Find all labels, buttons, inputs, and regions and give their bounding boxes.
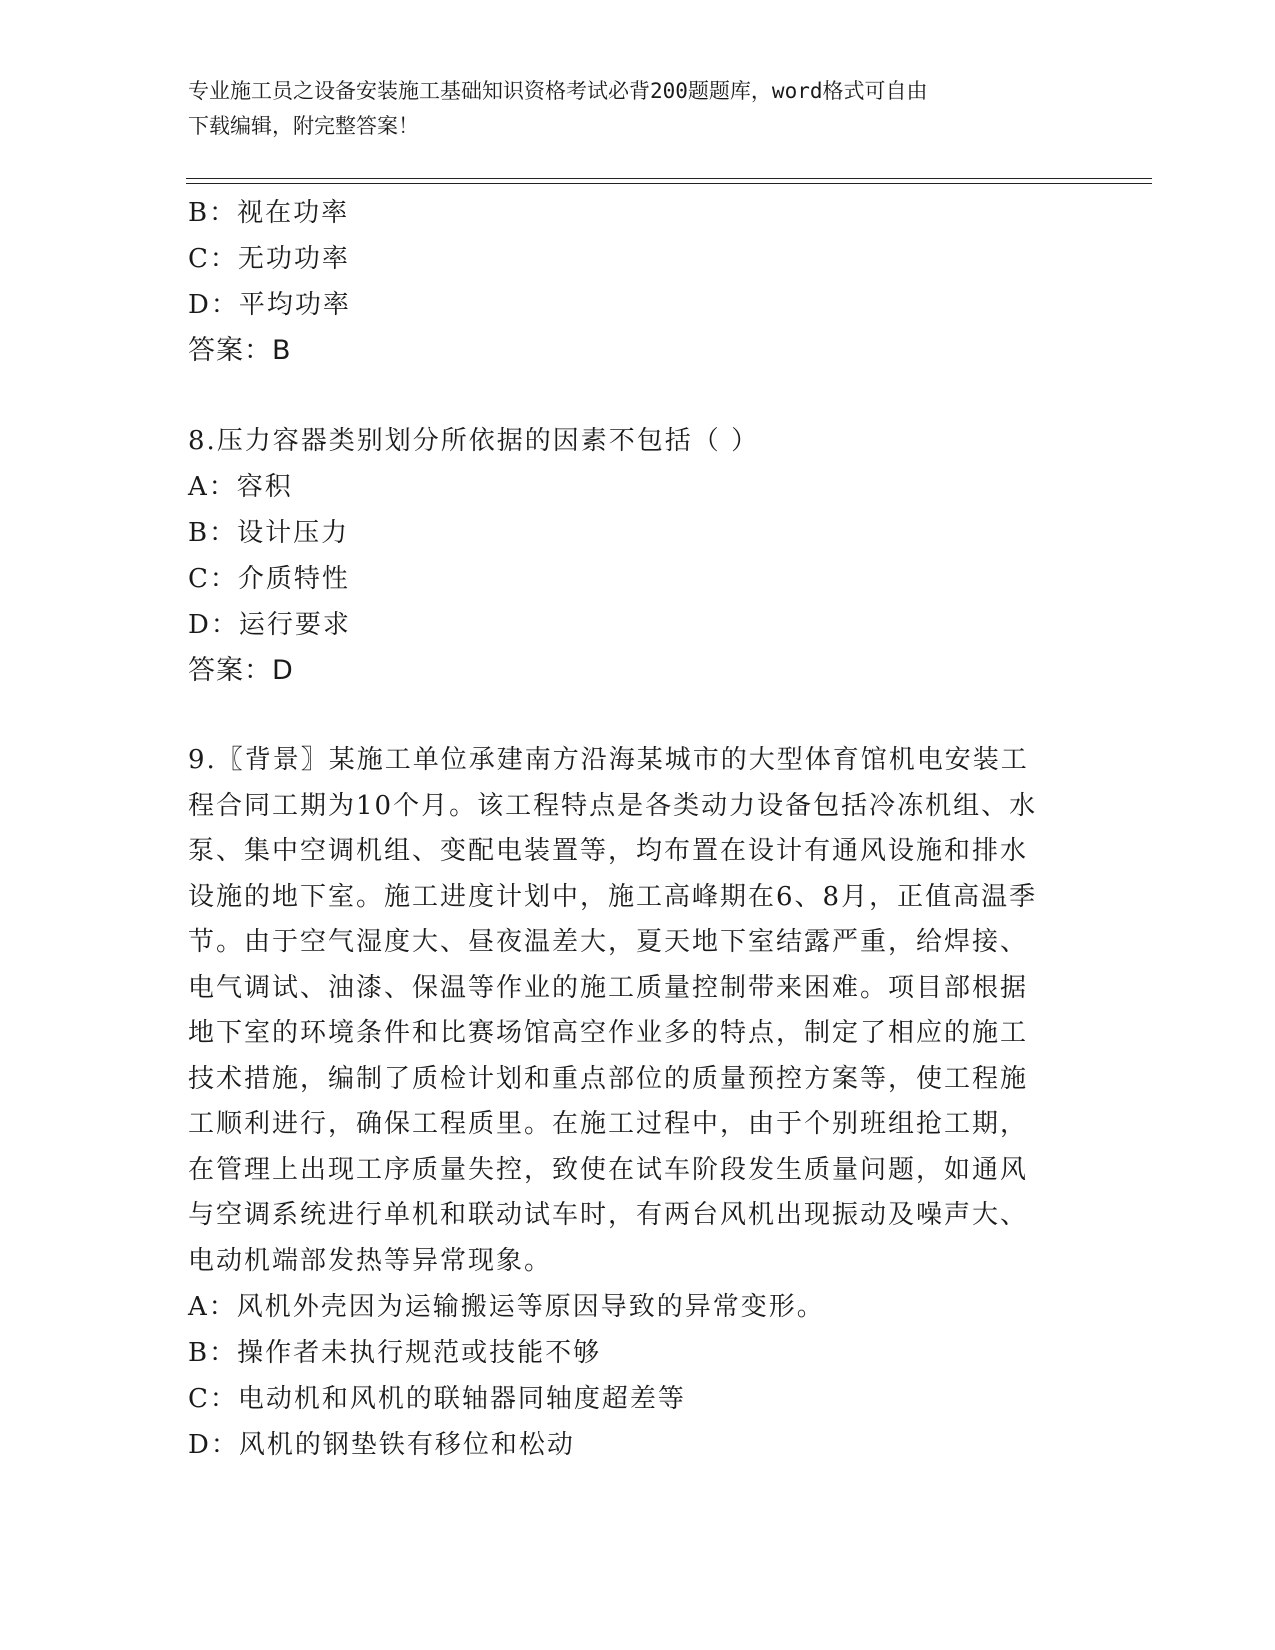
q9-option-b: B：操作者未执行规范或技能不够: [188, 1338, 602, 1368]
q7-answer: 答案：B: [188, 335, 292, 366]
header-line-1: 专业施工员之设备安装施工基础知识资格考试必背200题题库，word格式可自由: [188, 79, 928, 103]
q8-option-c: C：介质特性: [188, 564, 350, 594]
q9-text-line: 技术措施，编制了质检计划和重点部位的质量预控方案等，使工程施: [188, 1063, 1029, 1094]
header-line-2: 下载编辑，附完整答案！: [188, 114, 419, 138]
q7-option-c: C：无功功率: [188, 244, 350, 274]
q9-text-line: 工顺利进行，确保工程质里。在施工过程中，由于个别班组抢工期，: [188, 1109, 1029, 1139]
question-9: [188, 738, 1088, 1468]
q9-text-line: 9.〖背景〗某施工单位承建南方沿海某城市的大型体育馆机电安装工: [188, 745, 1029, 775]
q7-option-d: D：平均功率: [188, 290, 351, 320]
q8-answer: 答案：D: [188, 655, 294, 686]
q9-text-line: 泵、集中空调机组、变配电装置等，均布置在设计有通风设施和排水: [188, 836, 1029, 866]
header-rule-top: [186, 178, 1152, 179]
q8-question-text: 8.压力容器类别划分所依据的因素不包括（ ）: [188, 426, 760, 456]
q9-text-line: 电动机端部发热等异常现象。: [188, 1245, 553, 1276]
q8-option-a: A：容积: [188, 472, 293, 502]
q9-text-line: 电气调试、油漆、保温等作业的施工质量控制带来困难。项目部根据: [188, 972, 1029, 1003]
q9-text-line: 设施的地下室。施工进度计划中，施工高峰期在6、8月，正值高温季: [188, 881, 1038, 912]
spacer: [188, 694, 1088, 738]
q8-option-d: D：运行要求: [188, 610, 351, 640]
q9-option-c: C：电动机和风机的联轴器同轴度超差等: [188, 1384, 686, 1414]
q8-option-b: B：设计压力: [188, 518, 350, 548]
spacer: [188, 374, 1088, 418]
question-7: [188, 190, 1088, 374]
q9-option-d: D：风机的钢垫铁有移位和松动: [188, 1430, 575, 1460]
question-8: [188, 418, 1088, 694]
header-rule-bottom: [186, 183, 1152, 184]
q9-option-a: A：风机外壳因为运输搬运等原因导致的异常变形。: [188, 1292, 825, 1322]
q9-text-line: 地下室的环境条件和比赛场馆高空作业多的特点，制定了相应的施工: [188, 1018, 1029, 1048]
q9-text-line: 节。由于空气湿度大、昼夜温差大，夏天地下室结露严重，给焊接、: [188, 927, 1029, 957]
page-header: [188, 74, 1068, 144]
document-body: [188, 190, 1088, 1468]
q9-text-line: 程合同工期为10个月。该工程特点是各类动力设备包括冷冻机组、水: [188, 790, 1038, 821]
q9-text-line: 在管理上出现工序质量失控，致使在试车阶段发生质量问题，如通风: [188, 1154, 1029, 1185]
q7-option-b: B：视在功率: [188, 198, 350, 228]
q9-text-line: 与空调系统进行单机和联动试车时，有两台风机出现振动及噪声大、: [188, 1200, 1029, 1230]
q9-question-text: [188, 738, 1068, 1284]
